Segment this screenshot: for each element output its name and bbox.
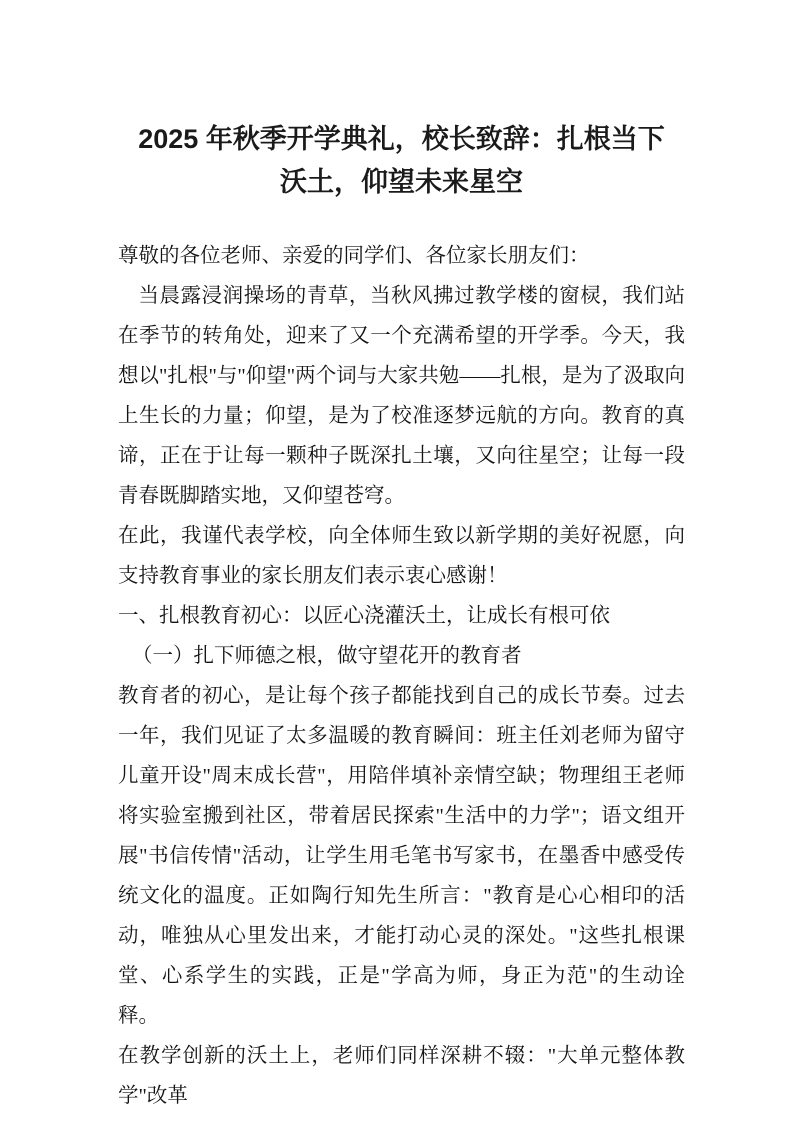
document-body [118, 236, 685, 1116]
teacher-moments-paragraph: 教育者的初心，是让每个孩子都能找到自己的成长节奏。过去一年，我们见证了太多温暖的教育瞬间：班主任刘老师为留守儿童开设"周末成长营"，用陪伴填补亲情空缺；物理组王老师将实验室搬到社区，带着居民探索"生活中的力学"；语文组开展"书信传情"活动，让学生用毛笔书写家书，在墨香中感受传统文化的温度。正如陶行知先生所言："教育是心心相印的活动，唯独从心里发出来，才能打动心灵的深处。"这些扎根课堂、心系学生的实践，正是"学高为师，身正为范"的生动诠释。 [118, 685, 685, 1027]
teaching-innovation-paragraph: 在教学创新的沃土上，老师们同样深耕不辍："大单元整体教学"改革 [118, 1045, 685, 1107]
section-heading-one: 一、扎根教育初心：以匠心浇灌沃土，让成长有根可依 [118, 605, 610, 627]
page-title-line-1: 2025 年秋季开学典礼，校长致辞：扎根当下 [138, 124, 665, 154]
salutation-paragraph: 尊敬的各位老师、亲爱的同学们、各位家长朋友们： [118, 245, 590, 267]
gratitude-paragraph: 在此，我谨代表学校，向全体师生致以新学期的美好祝愿，向支持教育事业的家长朋友们表示衷心感谢！ [118, 525, 685, 587]
page-title [118, 118, 685, 204]
opening-paragraph: 当晨露浸润操场的青草，当秋风拂过教学楼的窗棂，我们站在季节的转角处，迎来了又一个充满希望的开学季。今天，我想以"扎根"与"仰望"两个词与大家共勉——扎根，是为了汲取向上生长的力量；仰望，是为了校准逐梦远航的方向。教育的真谛，正在于让每一颗种子既深扎土壤，又向往星空；让每一段青春既脚踏实地，又仰望苍穹。 [118, 285, 685, 507]
subsection-heading-one-one: （一）扎下师德之根，做守望花开的教育者 [132, 645, 522, 667]
page-title-line-2: 沃土，仰望未来星空 [280, 167, 523, 197]
